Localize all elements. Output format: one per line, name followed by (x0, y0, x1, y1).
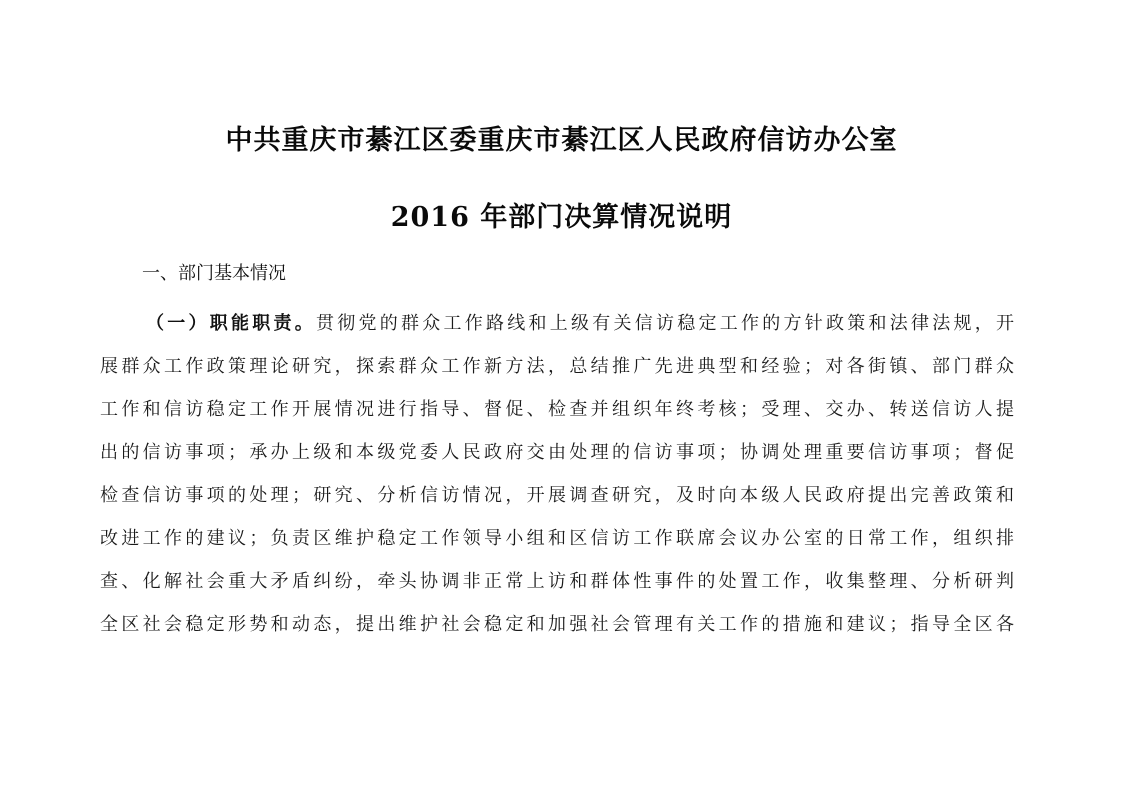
document-title: 中共重庆市綦江区委重庆市綦江区人民政府信访办公室 (225, 125, 898, 156)
paragraph-line: 检查信访事项的处理；研究、分析信访情况，开展调查研究，及时向本级人民政府提出完善政策和 (100, 485, 1014, 506)
section-heading: 一、部门基本情况 (142, 263, 286, 284)
document-subtitle: 2016 年部门决算情况说明 (390, 202, 733, 233)
paragraph-line: 查、化解社会重大矛盾纠纷，牵头协调非正常上访和群体性事件的处置工作，收集整理、分析研判 (100, 571, 1014, 592)
paragraph-line: 工作和信访稳定工作开展情况进行指导、督促、检查并组织年终考核；受理、交办、转送信访人提 (100, 399, 1014, 420)
paragraph-first-line-text: 贯彻党的群众工作路线和上级有关信访稳定工作的方针政策和法律法规，开 (316, 313, 1014, 334)
paragraph-line: 改进工作的建议；负责区维护稳定工作领导小组和区信访工作联席会议办公室的日常工作，组织排 (100, 528, 1014, 549)
paragraph-line: 展群众工作政策理论研究，探索群众工作新方法，总结推广先进典型和经验；对各街镇、部门群众 (100, 356, 1014, 377)
paragraph-line: 出的信访事项；承办上级和本级党委人民政府交由处理的信访事项；协调处理重要信访事项；督促 (100, 442, 1014, 463)
paragraph-line: 全区社会稳定形势和动态，提出维护社会稳定和加强社会管理有关工作的措施和建议；指导全区各 (100, 614, 1014, 635)
paragraph-first-line (146, 311, 1014, 337)
paragraph-lead: （一）职能职责。 (146, 313, 316, 334)
